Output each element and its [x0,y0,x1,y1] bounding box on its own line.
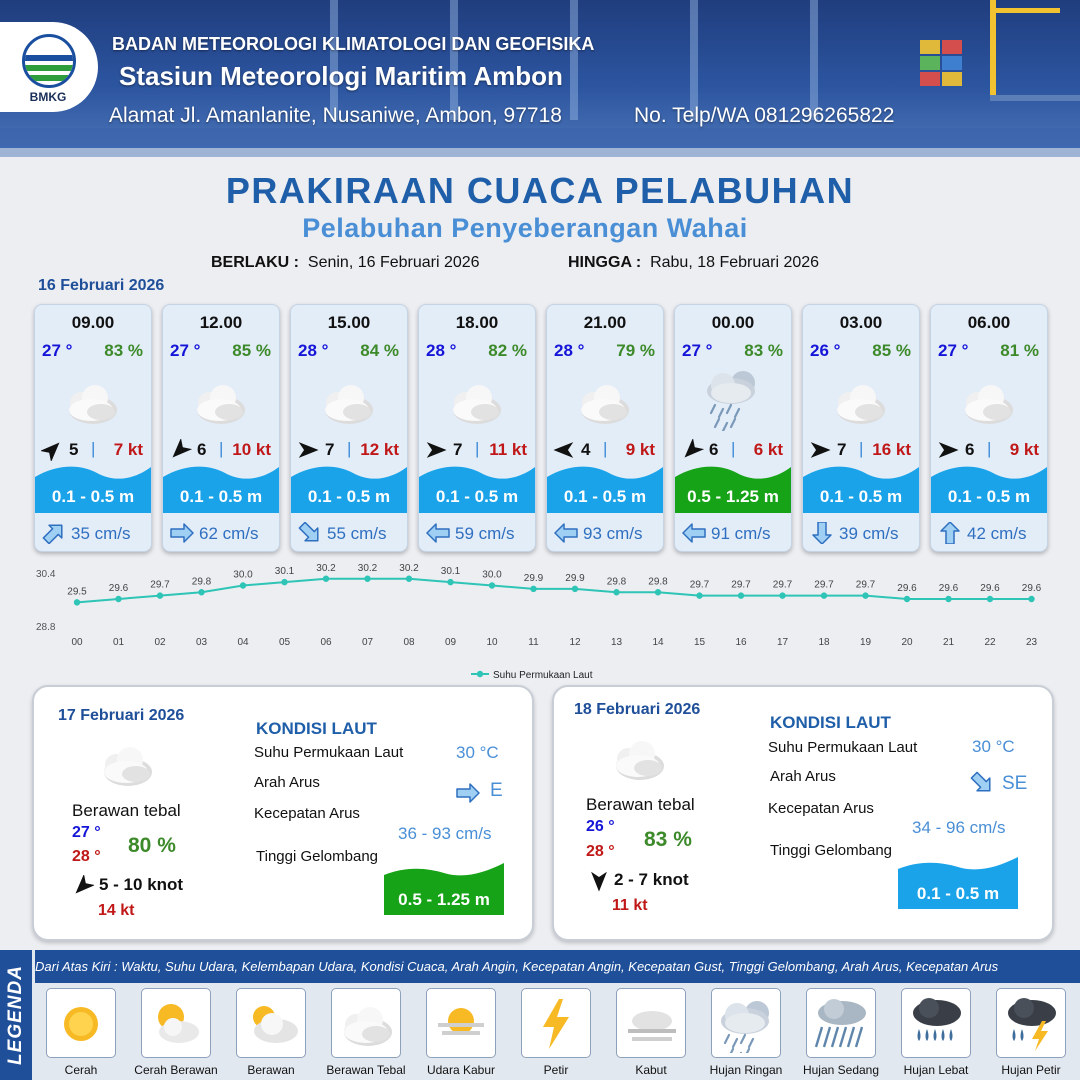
forecast-wind [681,439,789,461]
forecast-wind [169,439,277,461]
forecast-current [419,513,535,551]
forecast-wind-speed: 5 [69,440,79,459]
data-label: 29.6 [897,583,917,594]
logo-text: BMKG [29,90,67,104]
current-direction-icon [426,522,450,544]
x-tick-label: 02 [154,637,166,648]
forecast-current-speed: 39 cm/s [839,524,899,543]
forecast-wind [41,439,149,461]
data-point [572,586,578,592]
legend-icon-box [616,988,686,1058]
data-label: 29.8 [191,576,212,588]
day3-humidity: 83 % [644,828,692,851]
forecast-current-speed: 35 cm/s [71,524,131,543]
forecast-wind-speed: 7 [453,440,463,459]
forecast-wind [937,439,1045,461]
forecast-wave-height: 0.5 - 1.25 m [687,487,779,506]
forecast-gust: 12 kt [360,440,399,459]
forecast-wind [297,439,405,461]
legend-icon-box [141,988,211,1058]
forecast-card [546,304,664,552]
data-point [115,596,121,602]
forecast-current-speed: 93 cm/s [583,524,643,543]
forecast-card [674,304,792,552]
data-label: 29.7 [772,579,793,591]
x-tick-label: 19 [859,637,872,648]
day3-wind-arrow-icon [588,870,610,892]
data-point [323,576,329,582]
forecast-humidity: 82 % [488,341,527,360]
day2-sst-value: 30 °C [456,743,499,762]
day3-panel [552,685,1054,941]
forecast-temp: 28 ° [554,341,585,360]
data-label: 30.0 [482,569,502,581]
x-tick-label: 23 [1025,637,1038,648]
forecast-card [290,304,408,552]
day2-date: 17 Februari 2026 [58,707,185,724]
forecast-current-speed: 55 cm/s [327,524,387,543]
legend-item-label: Hujan Ringan [709,1063,783,1077]
forecast-temp: 27 ° [170,341,201,360]
legend-icon-box [236,988,306,1058]
current-direction-icon [810,522,834,544]
forecast-current-speed: 59 cm/s [455,524,515,543]
legend-item-label: Petir [543,1063,569,1077]
forecast-time: 06.00 [967,313,1011,332]
day2-current-dir-label: Arah Arus [254,774,320,791]
forecast-wind-speed: 4 [581,440,591,459]
data-label: 29.8 [648,576,668,588]
forecast-time: 12.00 [199,313,243,332]
x-tick-label: 11 [528,637,539,648]
cloud-icon [569,367,639,431]
day3-kondisi-title: KONDISI LAUT [770,713,891,732]
data-label: 29.6 [980,583,1000,594]
data-point [862,592,868,598]
data-point [198,589,204,595]
current-direction-icon [298,522,322,544]
day2-weather-icon [92,739,156,789]
forecast-time: 00.00 [711,313,755,332]
day2-wave-label: Tinggi Gelombang [256,848,379,865]
day3-date: 18 Februari 2026 [574,701,701,718]
data-label: 29.9 [523,572,544,584]
current-direction-icon [554,522,578,544]
forecast-humidity: 83 % [104,341,143,360]
forecast-wind-speed: 6 [709,440,719,459]
separator: | [475,439,480,458]
forecast-humidity: 79 % [616,341,655,360]
data-point [489,582,495,588]
moderate-rain-icon [812,995,870,1053]
bmkg-logo [0,22,98,112]
data-point [74,599,80,605]
header-banner [0,0,1080,157]
lightning-icon [527,995,585,1053]
forecast-wave-height: 0.1 - 0.5 m [435,487,519,506]
legend-icon-box [426,988,496,1058]
data-point [157,592,163,598]
x-tick-label: 10 [486,637,498,648]
legend-item-label: Cerah Berawan [134,1063,218,1077]
forecast-card [34,304,152,552]
forecast-current [803,513,919,551]
sun-icon [52,995,110,1053]
day3-wind-speed: 2 - 7 knot [614,870,689,889]
forecast-current-speed: 91 cm/s [711,524,771,543]
wind-direction-icon [297,439,321,461]
legend-note-bar [35,950,1080,983]
forecast-current [163,513,279,551]
data-point [945,596,951,602]
y-tick-label: 28.8 [36,622,56,633]
wind-direction-icon [937,439,961,461]
forecast-temp: 27 ° [42,341,73,360]
data-point [821,592,827,598]
data-point [696,592,702,598]
data-point [655,589,661,595]
data-point [447,579,453,585]
sst-chart [30,560,1050,690]
data-point [738,592,744,598]
forecast-temp: 28 ° [298,341,329,360]
forecast-gust: 7 kt [113,440,143,459]
x-tick-label: 15 [693,637,706,648]
valid-to-value: Rabu, 18 Februari 2026 [650,254,820,271]
x-tick-label: 18 [818,637,830,648]
forecast-gust: 11 kt [489,440,527,459]
data-label: 29.7 [150,579,170,591]
legend-item-label: Hujan Lebat [903,1063,969,1077]
forecast-time: 09.00 [71,313,115,332]
forecast-current [291,513,407,551]
data-label: 29.8 [606,576,627,588]
forecast-current [675,513,791,551]
page-subtitle: Pelabuhan Penyeberangan Wahai [302,213,748,243]
valid-from-value: Senin, 16 Februari 2026 [307,254,480,271]
cloud-sun-icon [242,995,300,1053]
wind-direction-icon [553,439,577,461]
legend-icon-box [806,988,876,1058]
data-label: 29.7 [689,579,710,591]
forecast-time: 15.00 [327,313,371,332]
day2-panel [32,685,534,941]
forecast-current-speed: 42 cm/s [967,524,1027,543]
data-point [240,582,246,588]
legend-tab [0,950,32,1080]
wind-direction-icon [809,439,833,461]
x-tick-label: 07 [361,637,374,648]
x-tick-label: 04 [237,637,249,648]
data-label: 29.5 [67,586,87,598]
data-label: 30.2 [399,562,419,574]
y-tick-label: 30.4 [36,569,56,580]
legend-item-label: Hujan Sedang [802,1063,880,1077]
forecast-wave-height: 0.1 - 0.5 m [819,487,903,506]
legend-tab-label: LEGENDA [5,965,26,1065]
day2-humidity: 80 % [128,834,176,857]
forecast-wave-height: 0.1 - 0.5 m [51,487,135,506]
day2-current-speed: 36 - 93 cm/s [398,824,492,843]
separator: | [731,439,736,458]
separator: | [347,439,352,458]
x-tick-label: 03 [195,637,208,648]
data-label: 30.1 [440,566,461,578]
light-rain-icon [717,995,775,1053]
forecast-current-speed: 62 cm/s [199,524,259,543]
heavy-rain-icon [907,995,965,1053]
agency-name: BADAN METEOROLOGI KLIMATOLOGI DAN GEOFISIKA [112,34,595,54]
cloud-icon [313,367,383,431]
x-tick-label: 16 [735,637,747,648]
forecast-wind-speed: 7 [837,440,847,459]
day3-current-speed-label: Kecepatan Arus [768,800,874,817]
data-label: 29.9 [565,572,585,584]
forecast-wind-speed: 6 [965,440,975,459]
wind-direction-icon [425,439,449,461]
forecast-temp: 26 ° [810,341,841,360]
day3-gust: 11 kt [612,897,648,914]
legend-icon-box [901,988,971,1058]
forecast-card [162,304,280,552]
forecast-humidity: 85 % [232,341,271,360]
legend-item-label: Cerah [64,1063,98,1077]
sun-cloud-icon [147,995,205,1053]
x-tick-label: 01 [112,637,125,648]
legend-item-label: Kabut [635,1063,667,1077]
data-label: 29.6 [1021,583,1042,594]
day2-gust: 14 kt [98,902,135,919]
day3-sst-value: 30 °C [972,737,1015,756]
x-tick-label: 22 [984,637,996,648]
data-label: 30.2 [357,562,378,574]
data-point [530,586,536,592]
forecast-current [931,513,1047,551]
data-label: 30.2 [316,562,336,574]
data-point [904,596,910,602]
separator: | [987,439,992,458]
legend-item-label: Berawan Tebal [326,1063,406,1077]
day3-current-dir: SE [1002,773,1028,794]
forecast-current [547,513,663,551]
day2-current-dir: E [490,780,503,801]
x-tick-label: 20 [901,637,913,648]
forecast-wind [809,439,917,461]
legend-label: Suhu Permukaan Laut [493,670,593,681]
thunderstorm-icon [1002,995,1060,1053]
day3-temp-min: 26 ° [586,818,615,835]
x-tick-label: 06 [320,637,332,648]
x-tick-label: 08 [403,637,415,648]
x-tick-label: 13 [610,637,623,648]
fog-icon [622,995,680,1053]
day3-current-arrow-icon [968,771,996,797]
day2-current-speed-label: Kecepatan Arus [254,805,360,822]
separator: | [859,439,864,458]
wind-direction-icon [681,439,705,461]
cloud-icon [185,367,255,431]
data-label: 30.1 [274,566,295,578]
separator: | [91,439,96,458]
separator: | [603,439,608,458]
station-address: Alamat Jl. Amanlanite, Nusaniwe, Ambon, 97718 [109,104,562,127]
forecast-humidity: 85 % [872,341,911,360]
data-label: 30.0 [233,569,253,581]
valid-from-label: BERLAKU : [211,254,299,271]
data-point [779,592,785,598]
x-tick-label: 21 [942,637,955,648]
page-title: PRAKIRAAN CUACA PELABUHAN [225,170,855,211]
forecast-temp: 27 ° [682,341,713,360]
forecast-gust: 9 kt [625,440,655,459]
data-point [406,576,412,582]
x-tick-label: 12 [569,637,581,648]
forecast-gust: 6 kt [753,440,783,459]
forecast-card [930,304,1048,552]
forecast-wave-height: 0.1 - 0.5 m [947,487,1031,506]
legend-item-label: Udara Kabur [426,1063,496,1077]
valid-to [568,254,819,272]
station-phone: No. Telp/WA 081296265822 [634,104,895,127]
cloud-icon [953,367,1023,431]
valid-from [211,254,480,272]
data-label: 29.7 [855,579,876,591]
forecast-current [35,513,151,551]
forecast-temp: 27 ° [938,341,969,360]
day2-weather-desc: Berawan tebal [72,801,181,820]
day2-wind-arrow-icon [72,875,94,897]
forecast-gust: 10 kt [232,440,271,459]
day2-temp-min: 27 ° [72,824,101,841]
forecast-card [418,304,536,552]
day3-wave-value: 0.1 - 0.5 m [916,884,1000,903]
legend-item-label: Hujan Petir [1001,1063,1061,1077]
forecast-humidity: 81 % [1000,341,1039,360]
day3-current-speed: 34 - 96 cm/s [912,818,1006,837]
legend-icon-box [46,988,116,1058]
forecast-wind-speed: 6 [197,440,207,459]
x-tick-label: 17 [776,637,789,648]
forecast-wave-height: 0.1 - 0.5 m [563,487,647,506]
day2-temp-max: 28 ° [72,848,101,865]
forecast-wave-height: 0.1 - 0.5 m [307,487,391,506]
forecast-humidity: 84 % [360,341,399,360]
x-tick-label: 09 [444,637,457,648]
haze-icon [432,995,490,1053]
data-label: 29.7 [814,579,834,591]
legend-marker [477,671,483,677]
legend-icon-box [521,988,591,1058]
forecast-card [802,304,920,552]
sst-line [77,579,1032,603]
x-tick-label: 14 [652,637,664,648]
day2-current-arrow-icon [454,781,482,805]
forecast-wave-height: 0.1 - 0.5 m [179,487,263,506]
current-direction-icon [170,522,194,544]
day2-wave-value: 0.5 - 1.25 m [398,890,490,909]
legend-icon-box [711,988,781,1058]
legend-item-label: Berawan [247,1063,295,1077]
forecast-wind-speed: 7 [325,440,335,459]
data-label: 29.7 [731,579,751,591]
data-label: 29.6 [108,583,129,594]
legend-icon-box [996,988,1066,1058]
data-point [281,579,287,585]
cloud-icon [825,367,895,431]
forecast-humidity: 83 % [744,341,783,360]
x-tick-label: 05 [278,637,291,648]
day2-sst-label: Suhu Permukaan Laut [254,744,404,761]
cloud-icon [337,995,395,1053]
day3-current-dir-label: Arah Arus [770,768,836,785]
light-rain-icon [697,367,767,431]
day3-weather-desc: Berawan tebal [586,795,695,814]
current-direction-icon [42,522,66,544]
station-name: Stasiun Meteorologi Maritim Ambon [119,61,563,91]
valid-to-label: HINGGA : [568,254,642,271]
forecast-temp: 28 ° [426,341,457,360]
current-direction-icon [938,522,962,544]
forecast-gust: 16 kt [872,440,911,459]
data-label: 29.6 [938,583,959,594]
forecast-time: 18.00 [455,313,499,332]
forecast-gust: 9 kt [1009,440,1039,459]
separator: | [219,439,224,458]
wind-direction-icon [41,439,65,461]
wind-direction-icon [169,439,193,461]
data-point [613,589,619,595]
data-point [1028,596,1034,602]
day2-wind-speed: 5 - 10 knot [99,875,184,894]
x-tick-label: 00 [71,637,83,648]
day1-date: 16 Februari 2026 [38,277,165,294]
forecast-wind [553,439,661,461]
cloud-icon [57,367,127,431]
legend-note: Dari Atas Kiri : Waktu, Suhu Udara, Kelembapan Udara, Kondisi Cuaca, Arah Angin, Kecepatan Angin, Kecepatan Gust, Tinggi Gelombang, Arah Arus, Kecepatan Arus [35,959,999,974]
forecast-time: 03.00 [839,313,883,332]
day2-kondisi-title: KONDISI LAUT [256,719,377,738]
current-direction-icon [682,522,706,544]
day3-temp-max: 28 ° [586,843,615,860]
day3-sst-label: Suhu Permukaan Laut [768,739,918,756]
data-point [987,596,993,602]
forecast-time: 21.00 [583,313,627,332]
legend-icon-box [331,988,401,1058]
day3-weather-icon [604,733,668,783]
forecast-wind [425,439,533,461]
cloud-icon [441,367,511,431]
data-point [364,576,370,582]
day3-wave-label: Tinggi Gelombang [770,842,893,859]
